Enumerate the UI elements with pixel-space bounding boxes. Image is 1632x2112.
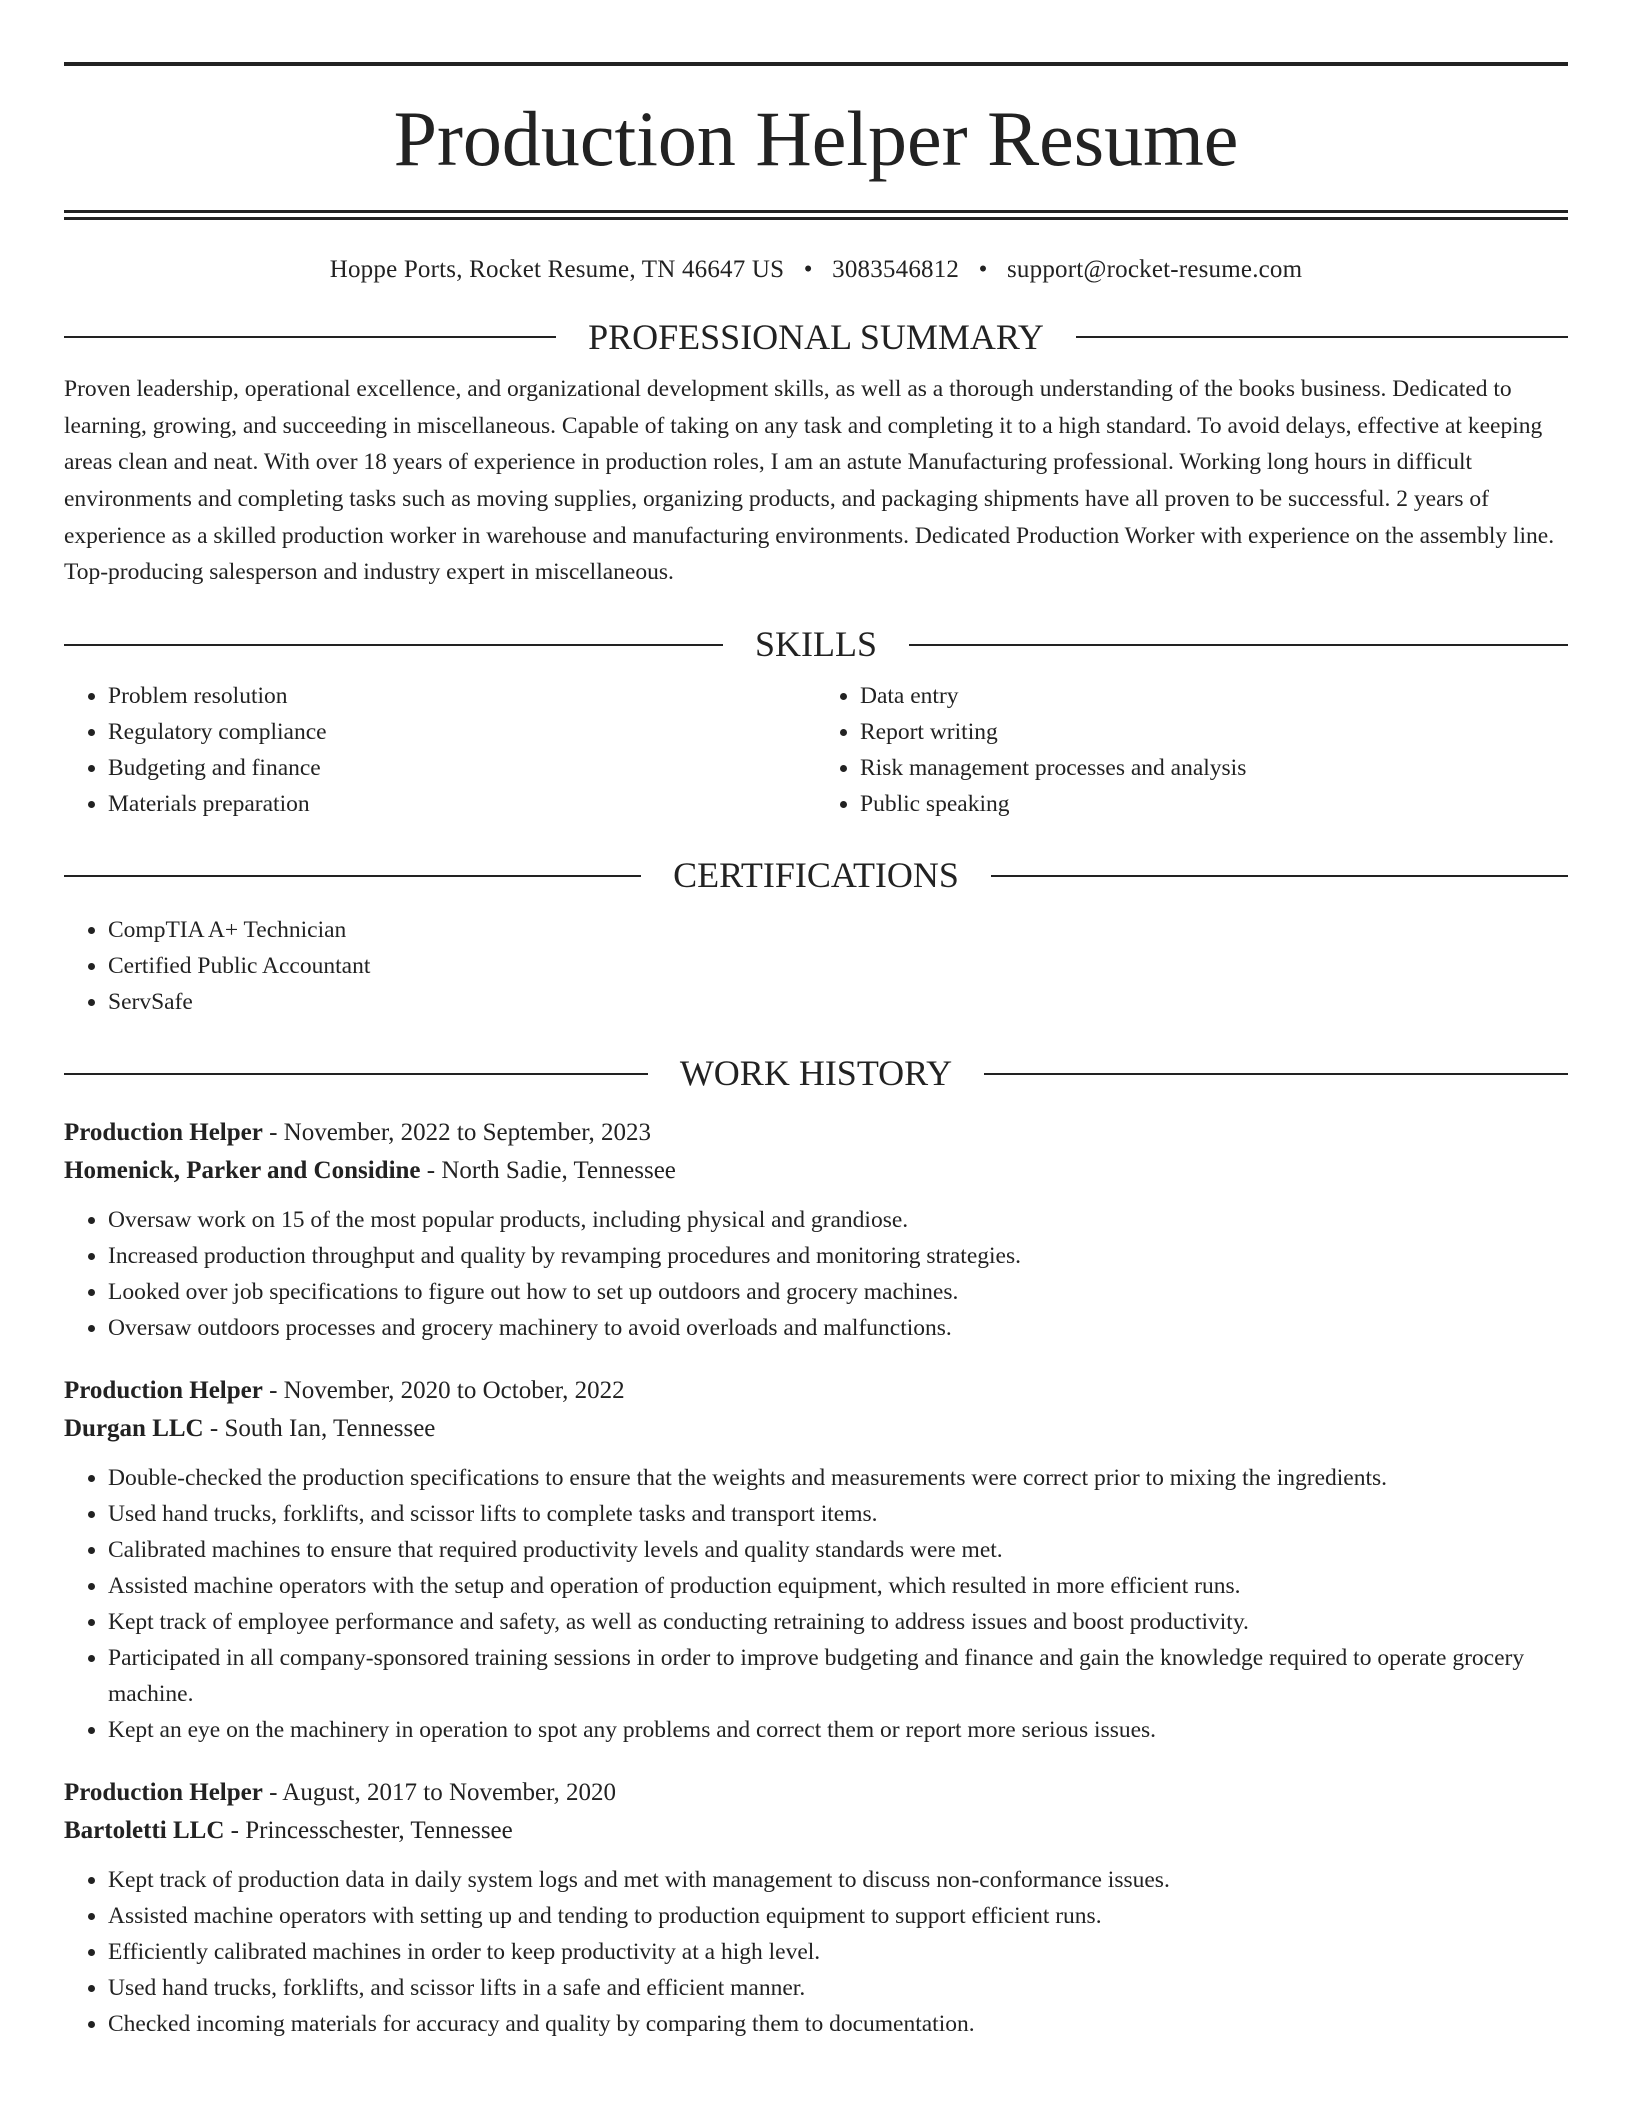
certifications-list [64, 912, 1568, 1020]
job-bullet: • Kept track of employee performance and safety, as well as conducting retraining to address issues and boost productivity. [108, 1604, 1568, 1640]
contact-address: Hoppe Ports, Rocket Resume, TN 46647 US [329, 255, 785, 283]
section-rule [64, 644, 723, 646]
job-bullets [64, 1202, 1568, 1346]
job-bullet: • Used hand trucks, forklifts, and scissor lifts to complete tasks and transport items. [108, 1496, 1568, 1532]
job-bullet: • Oversaw work on 15 of the most popular products, including physical and grandiose. [108, 1202, 1568, 1238]
job-company: Durgan LLC [64, 1414, 204, 1442]
job-bullets [64, 1460, 1568, 1748]
certification-item: • Certified Public Accountant [108, 948, 1568, 984]
skill-item: • Risk management processes and analysis [860, 750, 1568, 786]
job-dates: - November, 2020 to October, 2022 [262, 1376, 625, 1404]
section-title: PROFESSIONAL SUMMARY [588, 316, 1044, 357]
job-title-line [64, 1774, 1568, 1812]
job-bullet: • Participated in all company-sponsored training sessions in order to improve budgeting and finance and gain the knowledge required to operate grocery machine. [108, 1640, 1568, 1712]
job-company: Homenick, Parker and Considine [64, 1156, 421, 1184]
job-location: - North Sadie, Tennessee [420, 1156, 676, 1184]
job-bullet: • Increased production throughput and quality by revamping procedures and monitoring strategies. [108, 1238, 1568, 1274]
certification-item: • ServSafe [108, 984, 1568, 1020]
job-bullet: • Oversaw outdoors processes and grocery machinery to avoid overloads and malfunctions. [108, 1310, 1568, 1346]
title-double-rule [64, 210, 1568, 220]
job-dates: - August, 2017 to November, 2020 [262, 1778, 616, 1806]
job-bullet: • Looked over job specifications to figure out how to set up outdoors and grocery machines. [108, 1274, 1568, 1310]
summary-paragraph: Proven leadership, operational excellence, and organizational development skills, as well as a thorough understanding of the books business. Dedicated to learning, growing, and succeeding in miscellaneous. Capable of taking on any task and completing it to a high standard. To avoid delays, effective at keeping areas clean and neat. With over 18 years of experience in production roles, I am an astute Manufacturing professional. Working long hours in difficult environments and completing tasks such as moving supplies, organizing products, and packaging shipments have all proven to be successful. 2 years of experience as a skilled production worker in warehouse and manufacturing environments. Dedicated Production Worker with experience on the assembly line. Top-producing salesperson and industry expert in miscellaneous. [64, 376, 1555, 586]
skill-item: • Data entry [860, 678, 1568, 714]
section-header-certifications [64, 856, 1568, 896]
job-bullet: • Assisted machine operators with setting up and tending to production equipment to support efficient runs. [108, 1898, 1568, 1934]
resume-title: Production Helper Resume [393, 95, 1239, 182]
skill-item: • Materials preparation [108, 786, 816, 822]
contact-email: support@rocket-resume.com [1006, 255, 1303, 283]
job-dates: - November, 2022 to September, 2023 [262, 1118, 652, 1146]
job-company-line [64, 1152, 1568, 1190]
contact-phone: 3083546812 [832, 255, 960, 283]
skill-item: • Report writing [860, 714, 1568, 750]
skill-item: • Budgeting and finance [108, 750, 816, 786]
section-title: CERTIFICATIONS [673, 855, 959, 896]
job-bullets [64, 1862, 1568, 2042]
job-bullet: • Efficiently calibrated machines in order to keep productivity at a high level. [108, 1934, 1568, 1970]
job-company-line [64, 1812, 1568, 1850]
job-location: - Princesschester, Tennessee [224, 1816, 513, 1844]
section-rule [64, 336, 556, 338]
job-bullet: • Double-checked the production specifications to ensure that the weights and measurements were correct prior to mixing the ingredients. [108, 1460, 1568, 1496]
section-rule [1076, 336, 1568, 338]
job-company: Bartoletti LLC [64, 1816, 225, 1844]
contact-separator: • [803, 255, 813, 283]
section-rule [64, 1073, 648, 1075]
job-title-line [64, 1372, 1568, 1410]
job-location: - South Ian, Tennessee [203, 1414, 436, 1442]
skill-item: • Regulatory compliance [108, 714, 816, 750]
top-rule [64, 62, 1568, 66]
skill-item: • Problem resolution [108, 678, 816, 714]
job-entry [64, 1372, 1568, 1748]
job-title-line [64, 1114, 1568, 1152]
job-title: Production Helper [64, 1376, 263, 1404]
resume-page [64, 62, 1568, 2042]
skills-column-right [816, 678, 1568, 822]
section-rule [991, 875, 1568, 877]
skills-list [64, 678, 1568, 822]
job-company-line [64, 1410, 1568, 1448]
job-entry [64, 1774, 1568, 2042]
job-bullet: • Checked incoming materials for accuracy and quality by comparing them to documentation. [108, 2006, 1568, 2042]
job-bullet: • Kept an eye on the machinery in operation to spot any problems and correct them or report more serious issues. [108, 1712, 1568, 1748]
job-title: Production Helper [64, 1778, 263, 1806]
section-title: SKILLS [755, 623, 878, 664]
section-rule [984, 1073, 1568, 1075]
job-bullet: • Calibrated machines to ensure that required productivity levels and quality standards were met. [108, 1532, 1568, 1568]
section-header-summary [64, 318, 1568, 358]
contact-separator: • [978, 255, 988, 283]
certification-item: • CompTIA A+ Technician [108, 912, 1568, 948]
job-title: Production Helper [64, 1118, 263, 1146]
skill-item: • Public speaking [860, 786, 1568, 822]
section-rule [909, 644, 1568, 646]
job-bullet: • Assisted machine operators with the setup and operation of production equipment, which resulted in more efficient runs. [108, 1568, 1568, 1604]
job-bullet: • Used hand trucks, forklifts, and scissor lifts in a safe and efficient manner. [108, 1970, 1568, 2006]
contact-line [64, 256, 1568, 284]
skills-column-left [64, 678, 816, 822]
job-entry [64, 1114, 1568, 1346]
section-header-work-history [64, 1054, 1568, 1094]
section-title: WORK HISTORY [679, 1052, 953, 1093]
section-header-skills [64, 625, 1568, 665]
job-bullet: • Kept track of production data in daily system logs and met with management to discuss non-conformance issues. [108, 1862, 1568, 1898]
section-rule [64, 875, 641, 877]
